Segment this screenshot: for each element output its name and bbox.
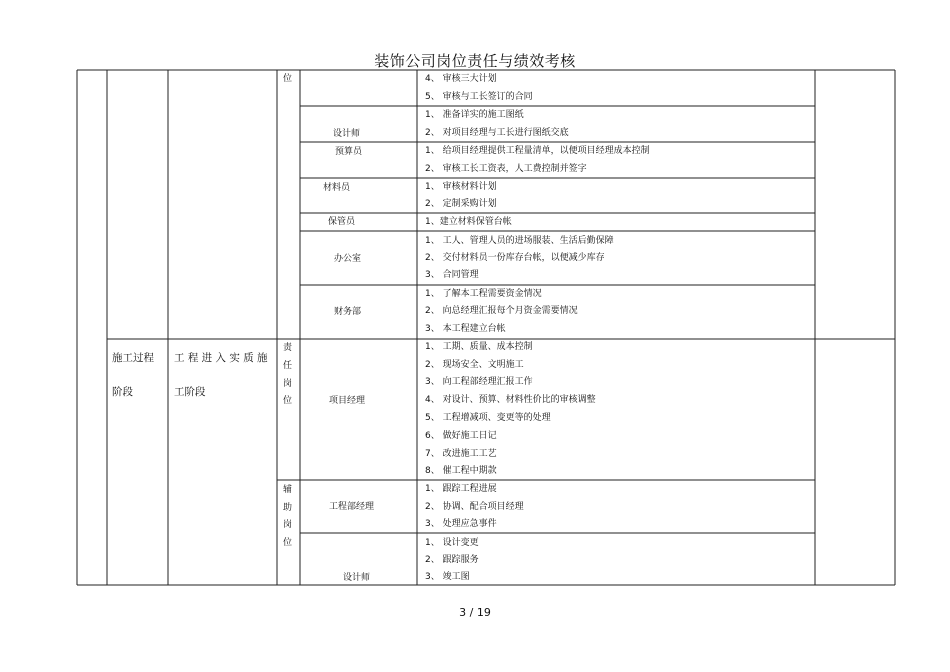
duty-item: 4、 审核三大计划: [425, 74, 497, 84]
role-name: 设计师: [343, 573, 371, 583]
duty-item: 5、 工程增减项、变更等的处理: [425, 413, 551, 423]
duty-item: 1、 工人、管理人员的进场服装、生活后勤保障: [425, 236, 614, 246]
vertical-label-char: 位: [283, 396, 293, 406]
duty-item: 1、 跟踪工程进展: [425, 484, 497, 494]
duty-item: 2、 对项目经理与工长进行图纸交底: [425, 128, 569, 138]
duty-item: 4、 对设计、预算、材料性价比的审核调整: [425, 395, 596, 405]
stage-label-line2: 阶段: [112, 386, 133, 398]
duty-item: 3、 处理应急事件: [425, 519, 497, 529]
duty-item: 5、 审核与工长签订的合同: [425, 92, 533, 102]
duty-item: 6、 做好施工日记: [425, 431, 497, 441]
duty-item: 2、 现场安全、文明施工: [425, 360, 524, 370]
vertical-label-char: 责: [283, 343, 293, 353]
phase-label-line1: 工 程 进 入 实 质 施: [174, 352, 268, 364]
role-name: 项目经理: [329, 396, 366, 406]
role-name: 保管员: [328, 217, 356, 227]
vertical-label-char: 岗: [283, 379, 293, 389]
duty-item: 2、 跟踪服务: [425, 555, 479, 565]
duty-item: 3、 竣工图: [425, 572, 470, 582]
role-name: 财务部: [334, 307, 362, 317]
vertical-label-char: 位: [283, 538, 293, 548]
vertical-label-top: 位: [283, 74, 293, 84]
duty-item: 8、 催工程中期款: [425, 466, 497, 476]
stage-label-line1: 施工过程: [112, 352, 154, 364]
duty-item: 3、 合同管理: [425, 270, 479, 280]
duty-item: 2、 交付材料员一份库存台帐，以便减少库存: [425, 253, 605, 263]
page-title: 装饰公司岗位责任与绩效考核: [374, 52, 576, 70]
duty-item: 1、 给项目经理提供工程量清单，以便项目经理成本控制: [425, 146, 650, 156]
role-name: 设计师: [333, 129, 361, 139]
role-name: 办公室: [334, 254, 362, 264]
duty-item: 2、 审核工长工资表，人工费控制并签字: [425, 164, 587, 174]
vertical-label-char: 助: [283, 503, 293, 513]
role-name: 材料员: [323, 183, 351, 193]
vertical-label-char: 任: [283, 361, 293, 371]
duty-item: 2、 向总经理汇报每个月资金需要情况: [425, 306, 578, 316]
duty-item: 1、建立材料保管台帐: [425, 217, 512, 227]
page-number: 3 / 19: [459, 606, 491, 619]
duty-item: 1、 审核材料计划: [425, 182, 497, 192]
duty-item: 1、 工期、质量、成本控制: [425, 342, 533, 352]
duty-item: 1、 设计变更: [425, 538, 479, 548]
vertical-label-char: 辅: [283, 485, 293, 495]
role-name: 工程部经理: [329, 502, 375, 512]
duty-item: 2、 协调、配合项目经理: [425, 502, 524, 512]
duty-item: 1、 准备详实的施工图纸: [425, 110, 524, 120]
duty-item: 2、 定制采购计划: [425, 199, 497, 209]
duty-item: 3、 本工程建立台帐: [425, 324, 506, 334]
duty-item: 1、 了解本工程需要资金情况: [425, 289, 542, 299]
duty-item: 3、 向工程部经理汇报工作: [425, 377, 533, 387]
role-name: 预算员: [335, 147, 363, 157]
vertical-label-char: 岗: [283, 520, 293, 530]
phase-label-line2: 工阶段: [174, 386, 206, 398]
duty-item: 7、 改进施工工艺: [425, 449, 497, 459]
